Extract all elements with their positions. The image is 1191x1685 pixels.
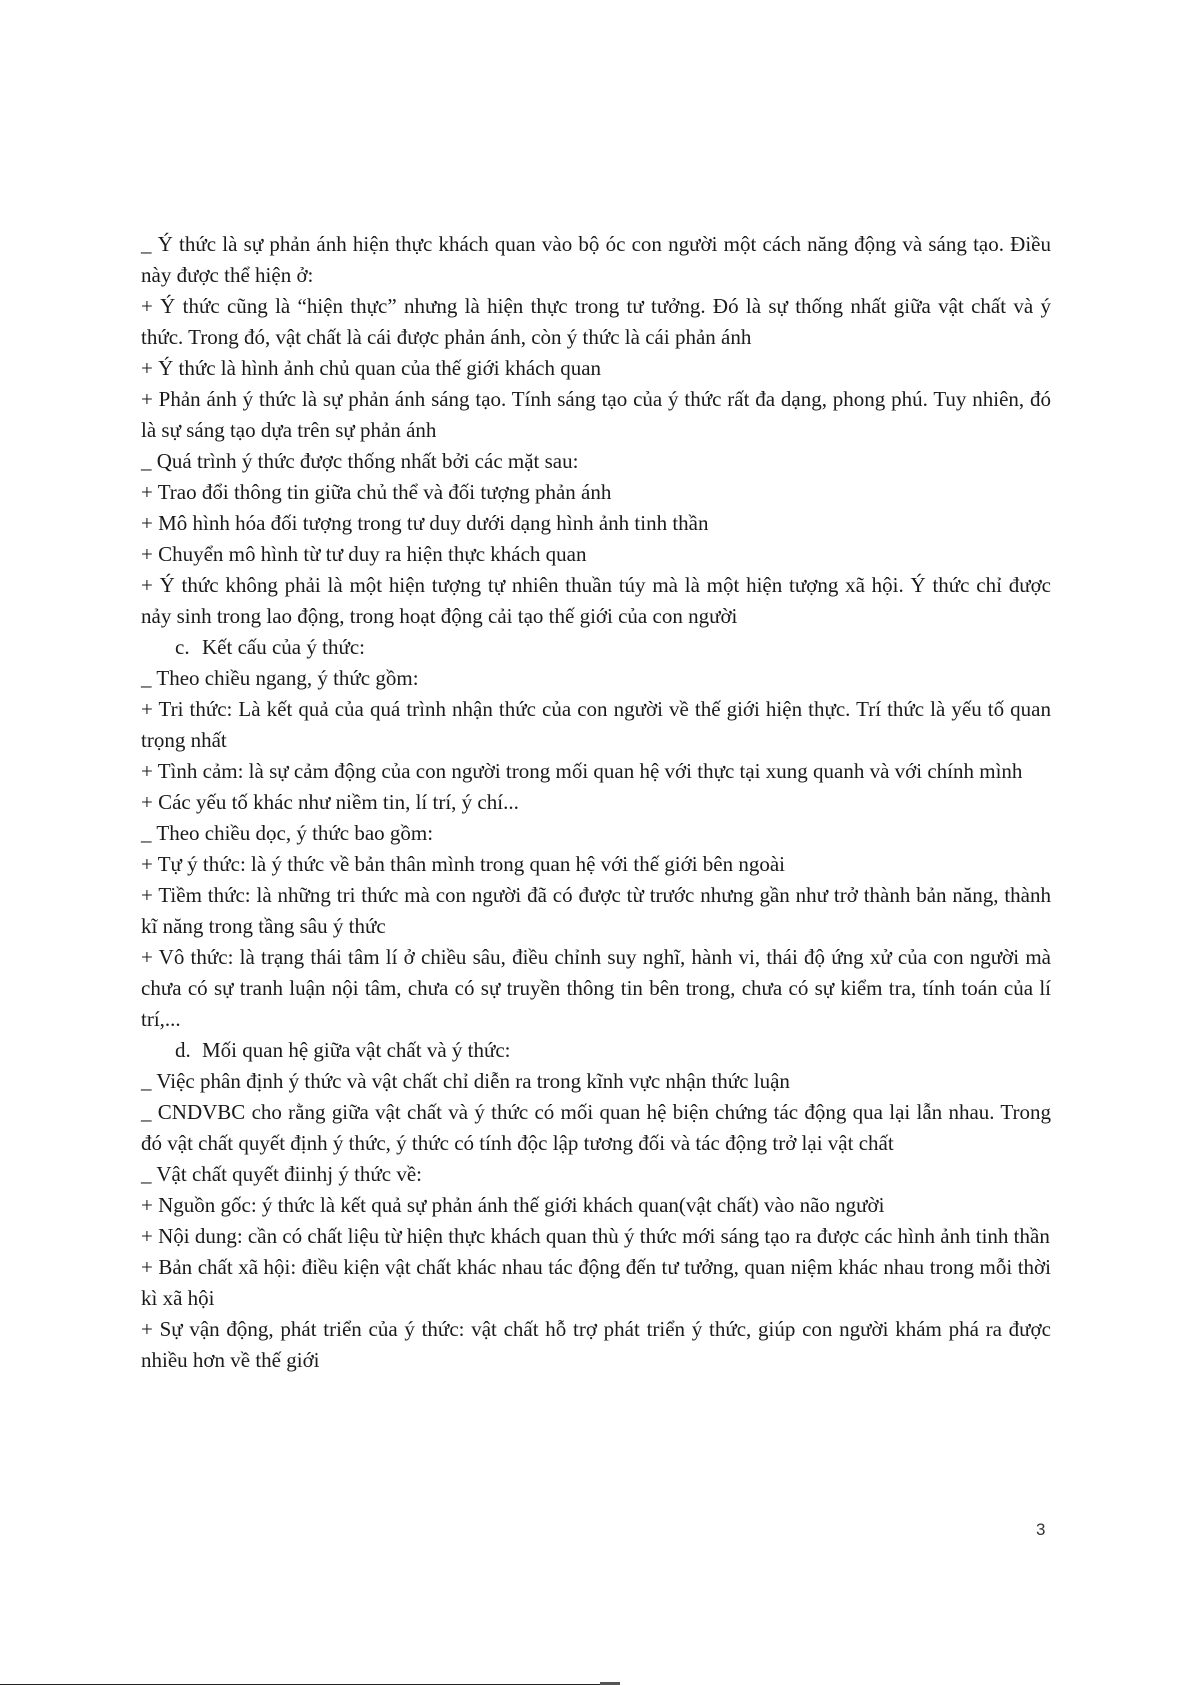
- section-heading-d: [141, 1035, 1051, 1066]
- page-number: 3: [1036, 1520, 1046, 1539]
- paragraph: + Ý thức cũng là “hiện thực” nhưng là hiện thực trong tư tưởng. Đó là sự thống nhất giữa vật chất và ý thức. Trong đó, vật chất là cái được phản ánh, còn ý thức là cái phản ánh: [141, 294, 1051, 349]
- paragraph: + Sự vận động, phát triển của ý thức: vật chất hỗ trợ phát triển ý thức, giúp con người khám phá ra được nhiều hơn về thế giới: [141, 1317, 1051, 1372]
- paragraph: + Trao đổi thông tin giữa chủ thể và đối tượng phản ánh: [141, 480, 612, 504]
- paragraph: + Tình cảm: là sự cảm động của con người trong mối quan hệ với thực tại xung quanh và với chính mình: [141, 759, 1023, 783]
- paragraph: + Tự ý thức: là ý thức về bản thân mình trong quan hệ với thế giới bên ngoài: [141, 852, 786, 876]
- section-label: c.: [175, 635, 190, 659]
- paragraph: _ Ý thức là sự phản ánh hiện thực khách quan vào bộ óc con người một cách năng động và sáng tạo. Điều này được thể hiện ở:: [141, 232, 1051, 287]
- paragraph: + Nội dung: cần có chất liệu từ hiện thực khách quan thù ý thức mới sáng tạo ra được các hình ảnh tinh thần: [141, 1224, 1050, 1248]
- paragraph: _ Quá trình ý thức được thống nhất bởi các mặt sau:: [141, 449, 579, 473]
- paragraph: + Phản ánh ý thức là sự phản ánh sáng tạo. Tính sáng tạo của ý thức rất đa dạng, phong phú. Tuy nhiên, đó là sự sáng tạo dựa trên sự phản ánh: [141, 387, 1051, 442]
- paragraph: _ Việc phân định ý thức và vật chất chỉ diễn ra trong kĩnh vực nhận thức luận: [141, 1069, 790, 1093]
- section-heading-text: Mối quan hệ giữa vật chất và ý thức:: [202, 1038, 511, 1062]
- paragraph: _ CNDVBC cho rằng giữa vật chất và ý thức có mối quan hệ biện chứng tác động qua lại lẫn nhau. Trong đó vật chất quyết định ý thức, ý thức có tính độc lập tương đối và tác động trở lại vật chất: [141, 1100, 1051, 1155]
- section-heading-c: [141, 632, 1051, 663]
- paragraph: _ Vật chất quyết điinhj ý thức về:: [141, 1162, 423, 1186]
- paragraph: + Các yếu tố khác như niềm tin, lí trí, ý chí...: [141, 790, 519, 814]
- paragraph: + Chuyển mô hình từ tư duy ra hiện thực khách quan: [141, 542, 587, 566]
- section-label: d.: [175, 1038, 191, 1062]
- paragraph: + Ý thức không phải là một hiện tượng tự nhiên thuần túy mà là một hiện tượng xã hội. Ý thức chỉ được nảy sinh trong lao động, trong hoạt động cải tạo thế giới của con người: [141, 573, 1051, 628]
- paragraph: + Vô thức: là trạng thái tâm lí ở chiều sâu, điều chỉnh suy nghĩ, hành vi, thái độ ứng xử của con người mà chưa có sự tranh luận nội tâm, chưa có sự truyền thông tin bên trong, chưa có sự kiểm tra, tính toán của lí trí,...: [141, 945, 1051, 1031]
- paragraph: + Bản chất xã hội: điều kiện vật chất khác nhau tác động đến tư tưởng, quan niệm khác nhau trong mỗi thời kì xã hội: [141, 1255, 1051, 1310]
- paragraph: _ Theo chiều dọc, ý thức bao gồm:: [141, 821, 434, 845]
- document-body: [141, 229, 1051, 1376]
- paragraph: + Tiềm thức: là những tri thức mà con người đã có được từ trước nhưng gần như trở thành bản năng, thành kĩ năng trong tầng sâu ý thức: [141, 883, 1051, 938]
- paragraph: + Ý thức là hình ảnh chủ quan của thế giới khách quan: [141, 356, 602, 380]
- section-heading-text: Kết cấu của ý thức:: [202, 635, 365, 659]
- paragraph: + Tri thức: Là kết quả của quá trình nhận thức của con người về thế giới hiện thực. Trí thức là yếu tố quan trọng nhất: [141, 697, 1051, 752]
- paragraph: + Mô hình hóa đối tượng trong tư duy dưới dạng hình ảnh tinh thần: [141, 511, 709, 535]
- paragraph: + Nguồn gốc: ý thức là kết quả sự phản ánh thế giới khách quan(vật chất) vào não người: [141, 1193, 885, 1217]
- paragraph: _ Theo chiều ngang, ý thức gồm:: [141, 666, 419, 690]
